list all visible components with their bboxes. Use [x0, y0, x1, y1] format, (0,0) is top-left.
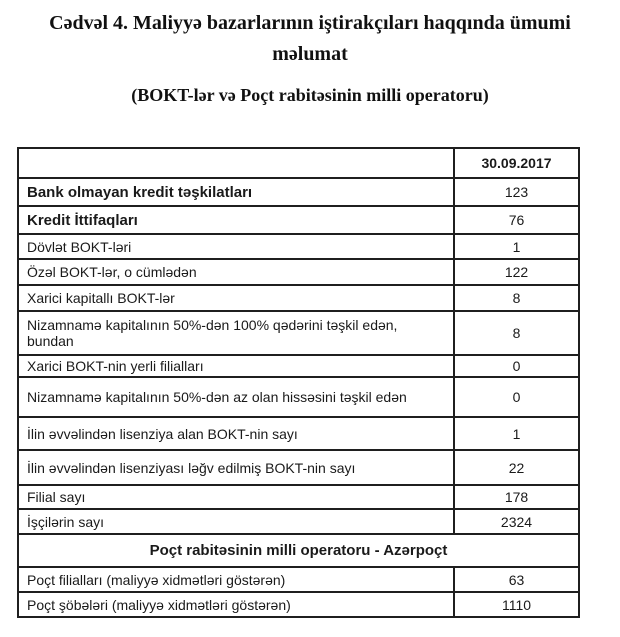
row-value: 1	[454, 234, 579, 259]
document-subtitle: (BOKT-lər və Poçt rabitəsinin milli operatoru)	[131, 85, 489, 105]
section-header-row	[18, 534, 579, 567]
row-value: 0	[454, 377, 579, 417]
row-value: 122	[454, 259, 579, 285]
row-label: Filial sayı	[18, 485, 454, 509]
row-label: Nizamnamə kapitalının 50%-dən 100% qədərini təşkil edən, bundan	[18, 311, 454, 355]
table-row	[18, 206, 579, 234]
row-label: İlin əvvəlindən lisenziya alan BOKT-nin sayı	[18, 417, 454, 450]
row-label: Xarici BOKT-nin yerli filialları	[18, 355, 454, 377]
table-row	[18, 355, 579, 377]
table-header-row	[18, 148, 579, 178]
empty-header-cell	[18, 148, 454, 178]
row-value: 0	[454, 355, 579, 377]
row-label: Xarici kapitallı BOKT-lər	[18, 285, 454, 311]
row-label: İşçilərin sayı	[18, 509, 454, 534]
row-label: Kredit İttifaqları	[18, 206, 454, 234]
row-value: 1110	[454, 592, 579, 617]
table-row	[18, 567, 579, 592]
row-label: Dövlət BOKT-ləri	[18, 234, 454, 259]
row-label: Poçt şöbələri (maliyyə xidmətləri göstərən)	[18, 592, 454, 617]
table-row	[18, 417, 579, 450]
row-label: İlin əvvəlindən lisenziyası ləğv edilmiş BOKT-nin sayı	[18, 450, 454, 485]
table-row	[18, 259, 579, 285]
table-row	[18, 377, 579, 417]
row-value: 2324	[454, 509, 579, 534]
row-value: 22	[454, 450, 579, 485]
table-row	[18, 450, 579, 485]
row-value: 8	[454, 285, 579, 311]
table-row	[18, 509, 579, 534]
row-value: 1	[454, 417, 579, 450]
row-value: 63	[454, 567, 579, 592]
row-label: Nizamnamə kapitalının 50%-dən az olan hissəsini təşkil edən	[18, 377, 454, 417]
section-header-label: Poçt rabitəsinin milli operatoru - Azərpoçt	[18, 534, 579, 567]
table-row	[18, 178, 579, 206]
statistics-table	[17, 147, 580, 618]
table-row	[18, 592, 579, 617]
row-value: 8	[454, 311, 579, 355]
table-row	[18, 485, 579, 509]
row-label: Bank olmayan kredit təşkilatları	[18, 178, 454, 206]
document-title: Cədvəl 4. Maliyyə bazarlarının iştirakçıları haqqında ümumi məlumat	[49, 12, 571, 65]
row-value: 178	[454, 485, 579, 509]
table-row	[18, 234, 579, 259]
row-value: 76	[454, 206, 579, 234]
table-row	[18, 285, 579, 311]
row-label: Özəl BOKT-lər, o cümlədən	[18, 259, 454, 285]
date-header-cell: 30.09.2017	[454, 148, 579, 178]
row-value: 123	[454, 178, 579, 206]
table-row	[18, 311, 579, 355]
row-label: Poçt filialları (maliyyə xidmətləri göstərən)	[18, 567, 454, 592]
